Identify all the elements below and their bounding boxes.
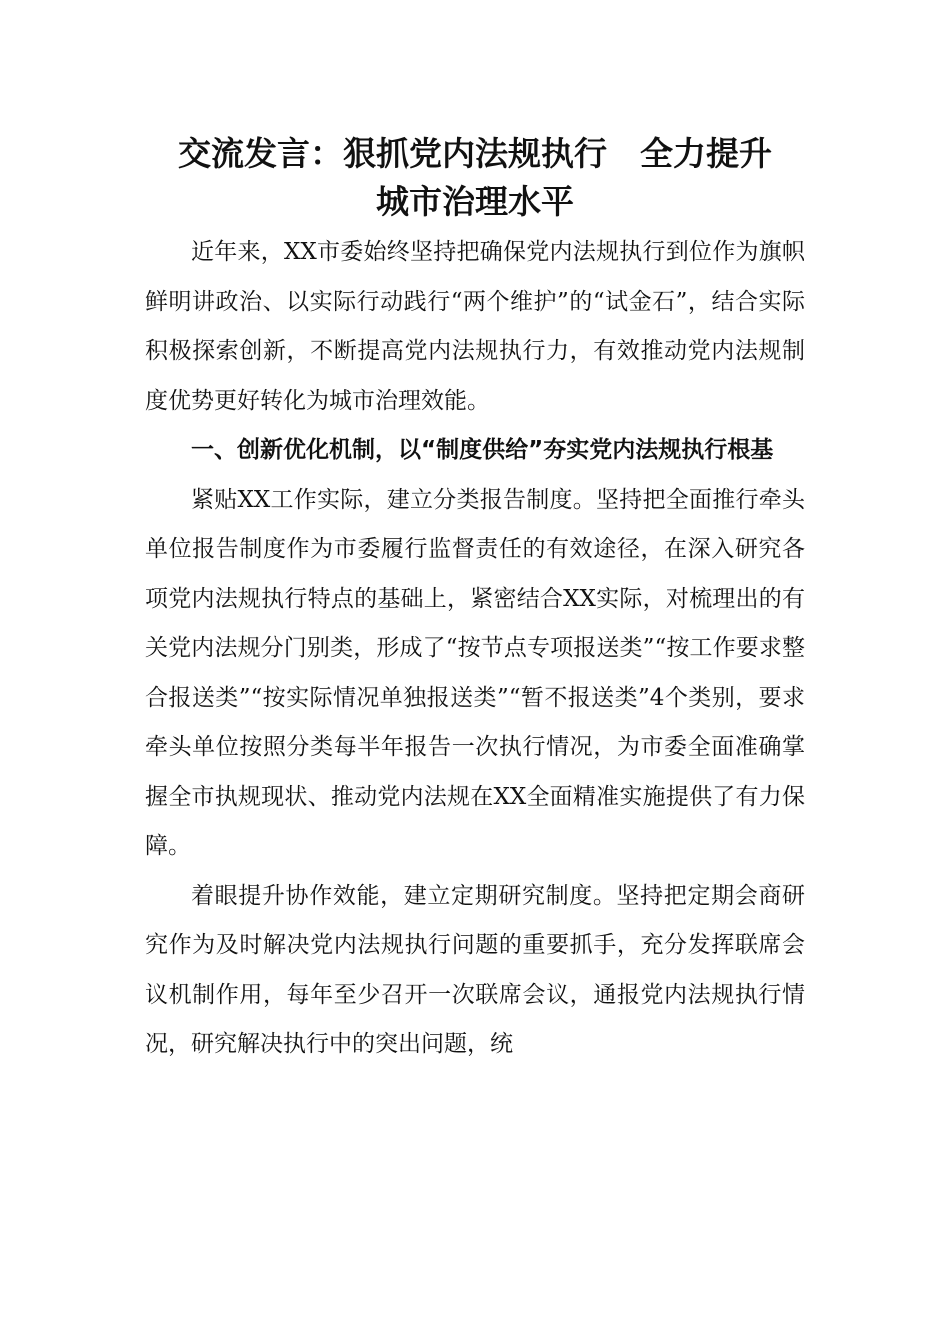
document-body bbox=[145, 228, 805, 1070]
section-heading-1: 一、创新优化机制，以“制度供给”夯实党内法规执行根基 bbox=[191, 437, 774, 463]
document-title-line-1: 交流发言：狠抓党内法规执行 全力提升 bbox=[178, 134, 772, 173]
intro-paragraph: 近年来，XX市委始终坚持把确保党内法规执行到位作为旗帜鲜明讲政治、以实际行动践行“两个维护”的“试金石”，结合实际积极探索创新，不断提高党内法规执行力，有效推动党内法规制度优势更好转化为城市治理效能。 bbox=[145, 239, 805, 414]
body-paragraph-2: 着眼提升协作效能，建立定期研究制度。坚持把定期会商研究作为及时解决党内法规执行问题的重要抓手，充分发挥联席会议机制作用，每年至少召开一次联席会议，通报党内法规执行情况，研究解决执行中的突出问题，统 bbox=[145, 882, 805, 1057]
document-title-line-2: 城市治理水平 bbox=[376, 182, 574, 221]
body-paragraph-1: 紧贴XX工作实际，建立分类报告制度。坚持把全面推行牵头单位报告制度作为市委履行监督责任的有效途径，在深入研究各项党内法规执行特点的基础上，紧密结合XX实际，对梳理出的有关党内法规分门别类，形成了“按节点专项报送类”“按工作要求整合报送类”“按实际情况单独报送类”“暂不报送类”4个类别，要求牵头单位按照分类每半年报告一次执行情况，为市委全面准确掌握全市执规现状、推动党内法规在XX全面精准实施提供了有力保障。 bbox=[145, 486, 805, 859]
